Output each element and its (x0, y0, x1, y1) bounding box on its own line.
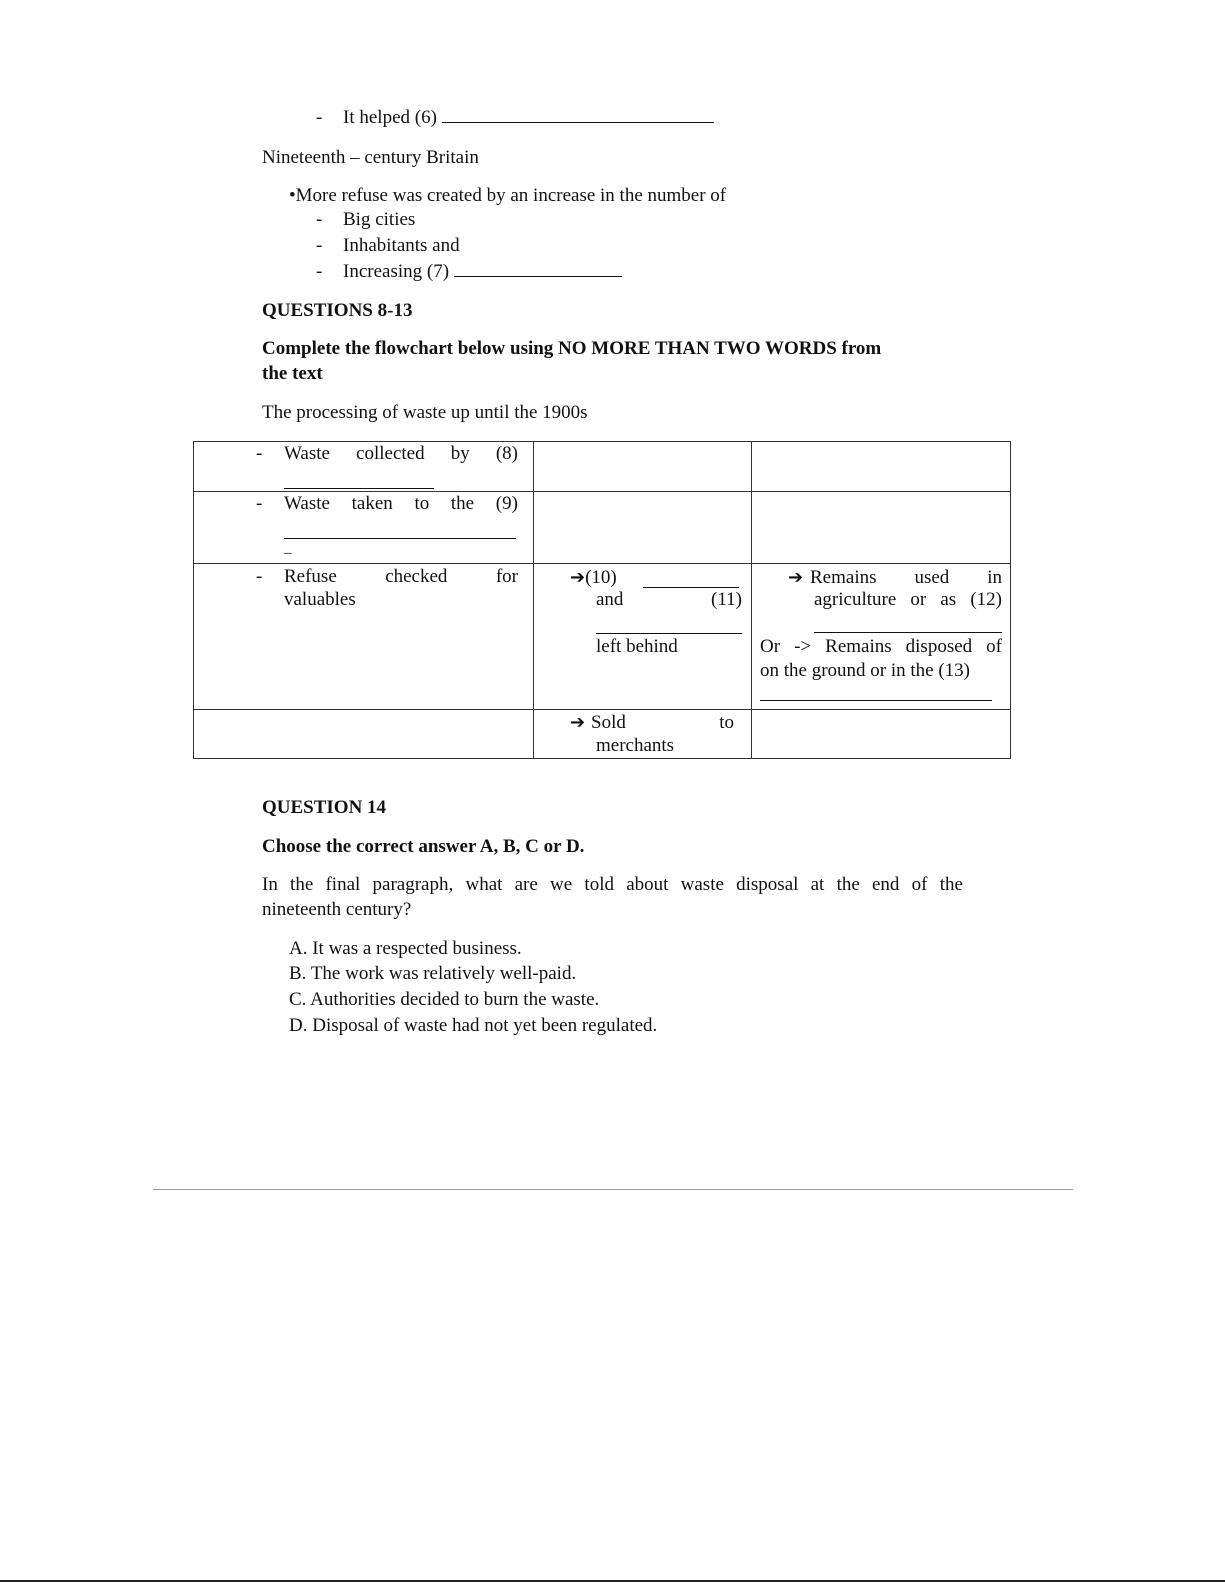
list-item-text: Increasing (7) (343, 261, 450, 282)
word: the (450, 493, 475, 514)
word: at (810, 874, 825, 895)
refuse-bullet-text: More refuse was created by an increase in the number of (295, 185, 727, 206)
row4-mid-line2: merchants (596, 735, 675, 756)
q8-13-instruction-line2: the text (262, 363, 323, 384)
list-dash: - (316, 209, 323, 230)
word: Remains (825, 636, 892, 657)
word: for (495, 566, 518, 587)
word: what (465, 874, 503, 895)
q14-title: QUESTION 14 (262, 797, 387, 818)
list-dash: - (256, 443, 263, 464)
word: Sold (591, 712, 626, 733)
blank-stub: _ (284, 540, 292, 556)
flowchart-cell (534, 442, 752, 492)
arrow-right-icon (788, 567, 803, 590)
row3-right-line4: on the ground or in the (13) (760, 660, 971, 681)
flowchart-cell (752, 442, 1011, 492)
flowchart-cell (534, 492, 752, 564)
word: (9) (495, 493, 518, 514)
bullet-glyph: • (289, 185, 296, 206)
word: Waste (284, 493, 330, 514)
helped-text: It helped (6) (343, 107, 437, 128)
word: disposal (736, 874, 799, 895)
word: final (325, 874, 361, 895)
page-divider (153, 1189, 1073, 1190)
word: or (910, 589, 927, 610)
word: (8) (495, 443, 518, 464)
arrow-right-glyph: ➔ (570, 712, 586, 733)
row3-mid-line3: left behind (596, 636, 678, 657)
answer-option-b: B. The work was relatively well-paid. (289, 963, 577, 984)
row3-left-line1 (284, 566, 518, 588)
word: the (939, 874, 963, 895)
flowchart-table (193, 441, 1011, 759)
flowchart-row (194, 564, 1011, 710)
list-dash: - (316, 261, 323, 282)
word: in (987, 567, 1002, 588)
word: used (914, 567, 950, 588)
word: we (550, 874, 573, 895)
flowchart-cell (194, 710, 534, 759)
list-dash: - (256, 493, 263, 514)
answer-blank-11 (596, 633, 742, 634)
word: to (414, 493, 430, 514)
flowchart-cell (194, 492, 534, 564)
word: by (450, 443, 470, 464)
row3-right-line1 (810, 567, 1002, 589)
row2-text (284, 493, 518, 515)
answer-blank-6 (442, 122, 714, 123)
word: are (514, 874, 538, 895)
word: (12) (970, 589, 1002, 610)
flowchart-row (194, 442, 1011, 492)
flowchart-cell (194, 442, 534, 492)
arrow-right-icon: ➔ (570, 567, 586, 588)
word: (11) (711, 589, 742, 610)
answer-blank-8 (284, 488, 434, 489)
flowchart-cell (194, 564, 534, 710)
list-item: Big cities (343, 209, 416, 230)
word: In (262, 874, 278, 895)
q14-question-line2: nineteenth century? (262, 899, 412, 920)
word: waste (680, 874, 724, 895)
word: taken (351, 493, 393, 514)
row3-right-line2 (814, 589, 1002, 611)
word: Refuse (284, 566, 337, 587)
word: -> (794, 636, 812, 657)
word: Remains (810, 567, 877, 588)
word: agriculture (814, 589, 897, 610)
section-heading: Nineteenth – century Britain (262, 147, 479, 168)
word: as (940, 589, 957, 610)
q14-question-line1 (262, 874, 963, 897)
word: Or (760, 636, 781, 657)
arrow-right-glyph: ➔ (788, 567, 804, 588)
row3-mid-line1 (570, 567, 617, 590)
flowchart-caption: The processing of waste up until the 1900s (262, 402, 588, 423)
list-dash: - (256, 566, 263, 587)
answer-blank-7 (454, 276, 622, 277)
word: of (911, 874, 928, 895)
flowchart-cell (534, 564, 752, 710)
answer-option-c: C. Authorities decided to burn the waste. (289, 989, 600, 1010)
row3-left-line2: valuables (284, 589, 356, 610)
refuse-bullet (289, 185, 726, 208)
q14-instruction: Choose the correct answer A, B, C or D. (262, 836, 585, 857)
label-10: (10) (585, 567, 617, 588)
word: and (596, 589, 624, 610)
word: of (986, 636, 1002, 657)
flowchart-row (194, 492, 1011, 564)
q8-13-instruction-line1: Complete the flowchart below using NO MORE THAN TWO WORDS from (262, 338, 882, 359)
flowchart-cell (752, 492, 1011, 564)
word: told (584, 874, 614, 895)
helped-item (343, 107, 714, 130)
list-dash: - (316, 235, 323, 256)
flowchart-cell (752, 564, 1011, 710)
answer-blank-9 (284, 538, 516, 539)
flowchart-cell (752, 710, 1011, 759)
word: about (626, 874, 669, 895)
word: end (872, 874, 900, 895)
answer-blank-10 (643, 587, 739, 588)
word: disposed (905, 636, 973, 657)
row4-mid-line1 (591, 712, 734, 734)
word: the (836, 874, 860, 895)
list-item: Inhabitants and (343, 235, 460, 256)
row3-mid-line2 (596, 589, 742, 611)
row3-right-line3 (760, 636, 1002, 658)
word: checked (385, 566, 448, 587)
flowchart-cell (534, 710, 752, 759)
page-bottom-edge (0, 1580, 1225, 1582)
word: collected (356, 443, 425, 464)
answer-option-a: A. It was a respected business. (289, 938, 522, 959)
word: paragraph, (372, 874, 454, 895)
flowchart-row (194, 710, 1011, 759)
q8-13-title: QUESTIONS 8-13 (262, 300, 413, 321)
word: Waste (284, 443, 330, 464)
answer-option-d: D. Disposal of waste had not yet been regulated. (289, 1015, 658, 1036)
word: to (719, 712, 734, 733)
answer-blank-13 (760, 700, 992, 701)
row1-text (284, 443, 518, 465)
arrow-right-icon (570, 712, 585, 735)
list-item-increasing (343, 261, 622, 284)
list-dash: - (316, 107, 323, 128)
word: the (290, 874, 314, 895)
answer-blank-12 (814, 632, 1002, 633)
